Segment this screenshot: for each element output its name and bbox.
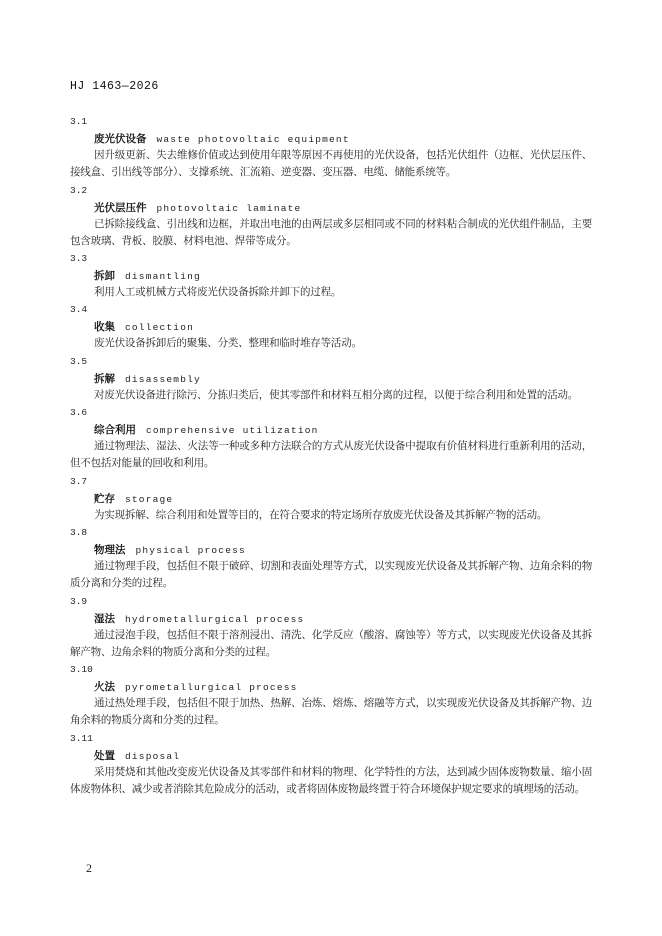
term-definition: 废光伏设备拆卸后的聚集、分类、整理和临时堆存等活动。 [94,337,362,350]
term-entry [70,250,592,301]
term-definition: 因升级更新、失去维修价值或达到使用年限等原因不再使用的光伏设备，包括光伏组件（边框、光伏层压件、接线盒、引出线等部分）、支撑系统、汇流箱、逆变器、变压器、电缆、储能系统等。 [70,149,592,179]
term-english: waste photovoltaic equipment [156,134,350,145]
term-definition: 通过热处理手段，包括但不限于加热、热解、冶炼、熔炼、熔融等方式，以实现废光伏设备及其拆解产物、边角余料的物质分离和分类的过程。 [70,697,592,727]
term-english: photovoltaic laminate [156,202,302,214]
term-entry [70,661,592,730]
term-title [70,610,592,627]
term-definition: 利用人工或机械方式将废光伏设备拆除并卸下的过程。 [94,286,342,299]
term-title [70,318,592,335]
term-number: 3.8 [70,526,88,538]
term-definition: 对废光伏设备进行除污、分拣归类后，使其零部件和材料互相分离的过程，以便于综合利用和处置的活动。 [94,388,579,401]
term-definition: 已拆除接线盒、引出线和边框，并取出电池的由两层或多层相同或不同的材料粘合制成的光伏组件制品，主要包含玻璃、背板、胶膜、材料电池、焊带等成分。 [70,217,592,247]
term-chinese: 贮存 [94,492,115,505]
term-chinese: 火法 [94,681,115,694]
term-number: 3.2 [70,184,88,196]
term-english: collection [125,322,195,334]
term-chinese: 光伏层压件 [94,201,147,214]
term-number: 3.7 [70,475,88,487]
term-definition: 采用焚烧和其他改变废光伏设备及其零部件和材料的物理、化学特性的方法，达到减少固体废物数量、缩小固体废物体积、减少或者消除其危险成分的活动，或者将固体废物最终置于符合环境保护规定要求的填埋场的活动。 [70,765,592,796]
term-english: physical process [135,544,246,556]
term-entry [70,113,592,182]
term-number: 3.6 [70,407,88,419]
term-number: 3.10 [70,664,93,676]
term-entry [70,473,592,524]
term-title [70,199,592,216]
term-number: 3.5 [70,355,88,367]
term-definition: 通过浸泡手段，包括但不限于溶剂浸出、清洗、化学反应（酸溶、腐蚀等）等方式，以实现废光伏设备及其拆解产物、边角余料的物质分离和分类的过程。 [70,628,592,658]
term-number: 3.9 [70,595,88,607]
term-entry [70,593,592,662]
term-title [70,130,592,147]
term-chinese: 综合利用 [94,424,136,437]
term-english: pyrometallurgical process [125,682,298,694]
term-number: 3.1 [70,116,88,127]
term-title [70,421,592,438]
term-english: dismantling [125,271,201,283]
term-entry [70,301,592,352]
term-entry [70,524,592,593]
term-chinese: 湿法 [94,612,115,625]
term-title [70,747,592,764]
term-chinese: 处置 [94,749,115,762]
term-chinese: 废光伏设备 [94,133,147,145]
page-number: 2 [86,861,92,875]
term-english: comprehensive utilization [146,425,319,437]
term-definition: 通过物理手段，包括但不限于破碎、切割和表面处理等方式，以实现废光伏设备及其拆解产物、边角余料的物质分离和分类的过程。 [70,559,592,590]
term-title [70,370,592,387]
term-english: storage [125,493,174,505]
term-title [70,267,592,284]
standard-code-header: HJ 1463—2026 [70,80,159,93]
term-english: disposal [125,750,181,762]
term-title [70,678,592,695]
term-entry [70,182,592,251]
term-definition: 为实现拆解、综合利用和处置等目的，在符合要求的特定场所存放废光伏设备及其拆解产物的活动。 [94,508,548,521]
term-english: hydrometallurgical process [125,613,305,625]
term-number: 3.3 [70,253,88,265]
term-english: disassembly [125,373,201,385]
term-chinese: 拆解 [94,372,115,385]
term-number: 3.4 [70,304,88,316]
term-title [70,541,592,558]
term-chinese: 物理法 [94,543,126,556]
term-chinese: 拆卸 [94,270,115,283]
term-entry [70,353,592,404]
term-entry [70,730,592,799]
term-title [70,490,592,507]
term-definition: 通过物理法、湿法、火法等一种或多种方法联合的方式从废光伏设备中提取有价值材料进行重新利用的活动，但不包括对能量的回收和利用。 [70,440,592,470]
terms-section [70,113,592,798]
term-entry [70,404,592,473]
term-chinese: 收集 [94,321,115,334]
term-number: 3.11 [70,732,93,744]
